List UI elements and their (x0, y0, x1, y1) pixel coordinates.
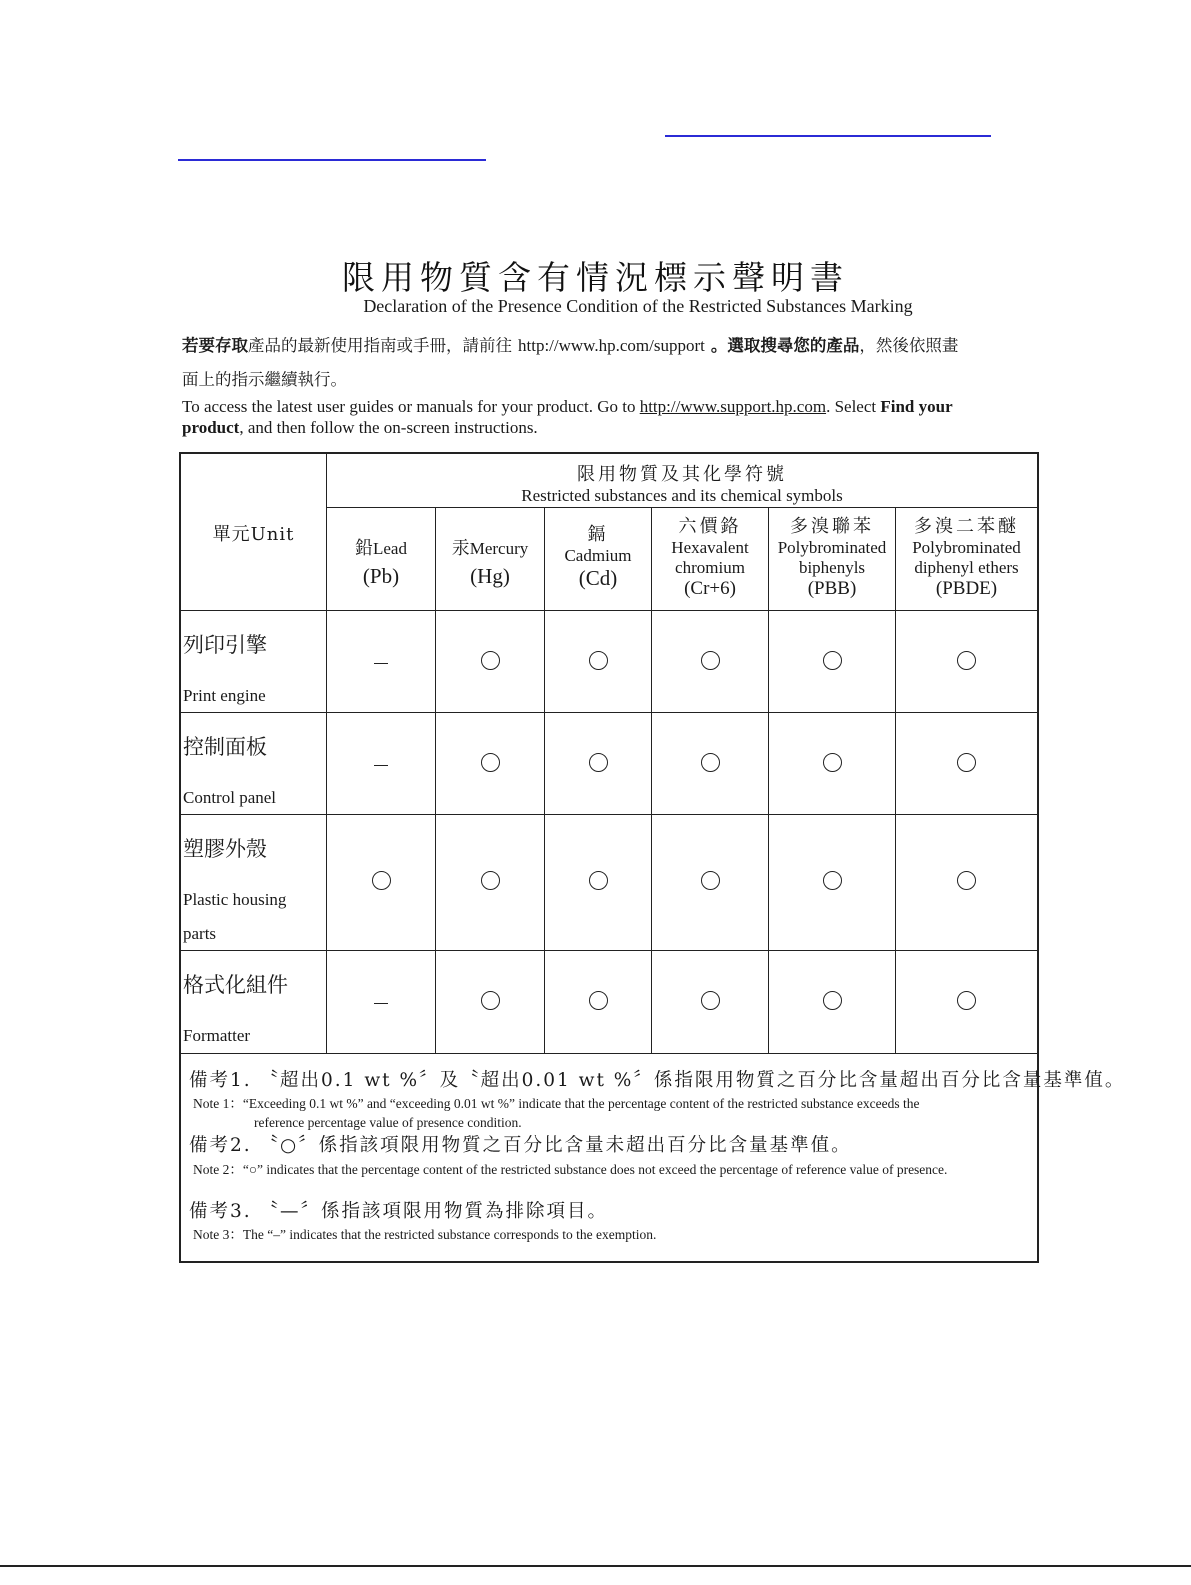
instructions-zh-bold-1: 若要存取 (182, 336, 248, 355)
mark-cell (436, 815, 545, 951)
row-formatter-zh: 格式化組件 (183, 973, 288, 997)
mark-cell (769, 815, 896, 951)
circle-mark (896, 753, 1037, 778)
mark-cell (327, 713, 436, 815)
page-subtitle: Declaration of the Presence Condition of the Restricted Substances Marking (363, 296, 913, 316)
note-3-zh: 備考3. 〝—〞係指該項限用物質為排除項目。 (189, 1201, 609, 1222)
circle-mark (545, 651, 651, 676)
mark-cell (769, 611, 896, 713)
row-plastic-housing-en-1: Plastic housing (183, 890, 287, 909)
row-label-control-panel (181, 713, 327, 815)
col-chromium-symbol: (Cr+6) (684, 578, 736, 599)
mark-cell (896, 611, 1037, 713)
col-header-pbde (896, 508, 1037, 611)
mark-cell (327, 611, 436, 713)
circle-mark (436, 753, 544, 778)
note-1-en (193, 1094, 919, 1132)
col-header-pbb (769, 508, 896, 611)
row-label-formatter (181, 951, 327, 1054)
circle-mark (545, 991, 651, 1016)
dash-mark (327, 753, 435, 776)
unit-header-cell (181, 454, 327, 611)
col-chromium-zh: 六價鉻 (678, 516, 742, 537)
col-pbde-en-2: diphenyl ethers (914, 558, 1019, 577)
dash-mark (327, 991, 435, 1014)
mark-cell (327, 815, 436, 951)
instructions-en-text-3: , and then follow the on-screen instructions. (239, 418, 538, 437)
col-cadmium-symbol: (Cd) (578, 566, 618, 590)
mark-cell (545, 951, 652, 1054)
mark-cell (769, 713, 896, 815)
note-3-en: Note 3：The “–” indicates that the restricted substance corresponds to the exemption. (193, 1227, 657, 1242)
circle-mark (545, 871, 651, 896)
instructions-en-bold-2: product (182, 418, 240, 437)
page-title: 限用物質含有情況標示聲明書 (342, 258, 849, 297)
note-2-zh: 備考2. 〝○〞係指該項限用物質之百分比含量未超出百分比含量基準值。 (189, 1135, 852, 1156)
group-header-zh: 限用物質及其化學符號 (577, 464, 787, 485)
mark-cell (652, 815, 769, 951)
mark-cell (545, 815, 652, 951)
circle-mark (436, 651, 544, 676)
instructions-en-text-2: . Select (826, 397, 881, 416)
circle-mark (769, 753, 895, 778)
mark-cell (896, 815, 1037, 951)
mark-cell (652, 951, 769, 1054)
col-cadmium-zh: 鎘 (587, 524, 609, 545)
row-control-panel-en: Control panel (183, 788, 277, 807)
top-link-underline (665, 135, 991, 137)
circle-mark (769, 651, 895, 676)
col-header-lead (327, 508, 436, 611)
mark-cell (327, 951, 436, 1054)
mark-cell (769, 951, 896, 1054)
circle-mark (436, 991, 544, 1016)
unit-label: 單元Unit (212, 524, 295, 545)
instructions-zh-text-1: 產品的最新使用指南或手冊，請前往 (248, 336, 512, 355)
row-print-engine-zh: 列印引擎 (183, 633, 267, 657)
instructions-en-text-1: To access the latest user guides or manuals for your product. Go to (182, 397, 640, 416)
mark-cell (436, 951, 545, 1054)
col-mercury-symbol: (Hg) (470, 564, 510, 588)
col-pbb-symbol: (PBB) (807, 578, 857, 599)
col-cadmium-en: Cadmium (564, 546, 632, 565)
instructions-zh-line-2: 面上的指示繼續執行。 (182, 370, 347, 389)
row-control-panel-zh: 控制面板 (183, 735, 267, 759)
col-lead-zh: 鉛 (355, 538, 373, 559)
col-lead-en: Lead (373, 539, 407, 558)
circle-mark (896, 651, 1037, 676)
mark-cell (545, 713, 652, 815)
circle-mark (652, 651, 768, 676)
col-pbde-zh: 多溴二苯醚 (914, 516, 1019, 537)
circle-mark (896, 991, 1037, 1016)
row-plastic-housing-en-2: parts (183, 924, 217, 943)
restricted-substances-table (179, 452, 1126, 1263)
instructions-zh-text-2: ，然後依照畫 (859, 336, 959, 355)
col-pbde-en-1: Polybrominated (912, 538, 1021, 557)
circle-mark (545, 753, 651, 778)
col-header-cadmium (545, 508, 652, 611)
col-pbb-zh: 多溴聯苯 (790, 516, 874, 537)
circle-mark (896, 871, 1037, 896)
instructions-zh-bold-2: 。選取搜尋您的 (710, 336, 827, 355)
mark-cell (652, 611, 769, 713)
circle-mark (769, 991, 895, 1016)
col-chromium-en-1: Hexavalent (671, 538, 749, 557)
support-link[interactable]: http://www.support.hp.com (639, 397, 827, 416)
col-mercury-en: Mercury (469, 539, 529, 558)
col-header-hexavalent-chromium (652, 508, 769, 611)
col-chromium-en-2: chromium (675, 558, 745, 577)
instructions-en-bold-1: Find your (880, 397, 953, 416)
col-pbb-en-2: biphenyls (798, 558, 866, 577)
row-formatter-en: Formatter (183, 1026, 251, 1045)
note-1-en-line-2: reference percentage value of presence condition. (254, 1115, 522, 1130)
row-label-plastic-housing (181, 815, 327, 951)
mark-cell (896, 951, 1037, 1054)
note-1-zh: 備考1. 〝超出0.1 wt %〞及〝超出0.01 wt %〞係指限用物質之百分比含量超出百分比含量基準值。 (189, 1070, 1126, 1091)
col-pbb-en-1: Polybrominated (777, 538, 887, 557)
mark-cell (436, 713, 545, 815)
substances-group-header (327, 454, 1037, 508)
top-link-underline-2 (178, 159, 486, 161)
mark-cell (896, 713, 1037, 815)
row-plastic-housing-zh: 塑膠外殼 (183, 837, 267, 861)
circle-mark (652, 991, 768, 1016)
note-2-en: Note 2：“○” indicates that the percentage content of the restricted substance does not exceed the percentage of reference value of presence. (193, 1162, 948, 1177)
mark-cell (436, 611, 545, 713)
row-label-print-engine (181, 611, 327, 713)
instructions-en (182, 396, 1062, 438)
note-1-en-line-1: Note 1：“Exceeding 0.1 wt %” and “exceeding 0.01 wt %” indicate that the percentage content of the restricted substance exceeds the (193, 1096, 920, 1111)
dash-mark (327, 651, 435, 674)
mark-cell (545, 611, 652, 713)
mark-cell (652, 713, 769, 815)
circle-mark (652, 871, 768, 896)
instructions-zh (182, 335, 1062, 356)
circle-mark (769, 871, 895, 896)
support-url[interactable]: http://www.hp.com/support (518, 336, 705, 355)
instructions-zh-bold-3: 產品 (826, 336, 860, 355)
col-mercury-zh: 汞 (451, 538, 470, 559)
col-header-mercury (436, 508, 545, 611)
circle-mark (327, 871, 435, 896)
page-bottom-rule (0, 1565, 1191, 1567)
col-pbde-symbol: (PBDE) (935, 578, 998, 599)
circle-mark (652, 753, 768, 778)
group-header-en: Restricted substances and its chemical symbols (521, 486, 843, 505)
circle-mark (436, 871, 544, 896)
row-print-engine-en: Print engine (183, 686, 266, 705)
col-lead-symbol: (Pb) (362, 564, 400, 588)
